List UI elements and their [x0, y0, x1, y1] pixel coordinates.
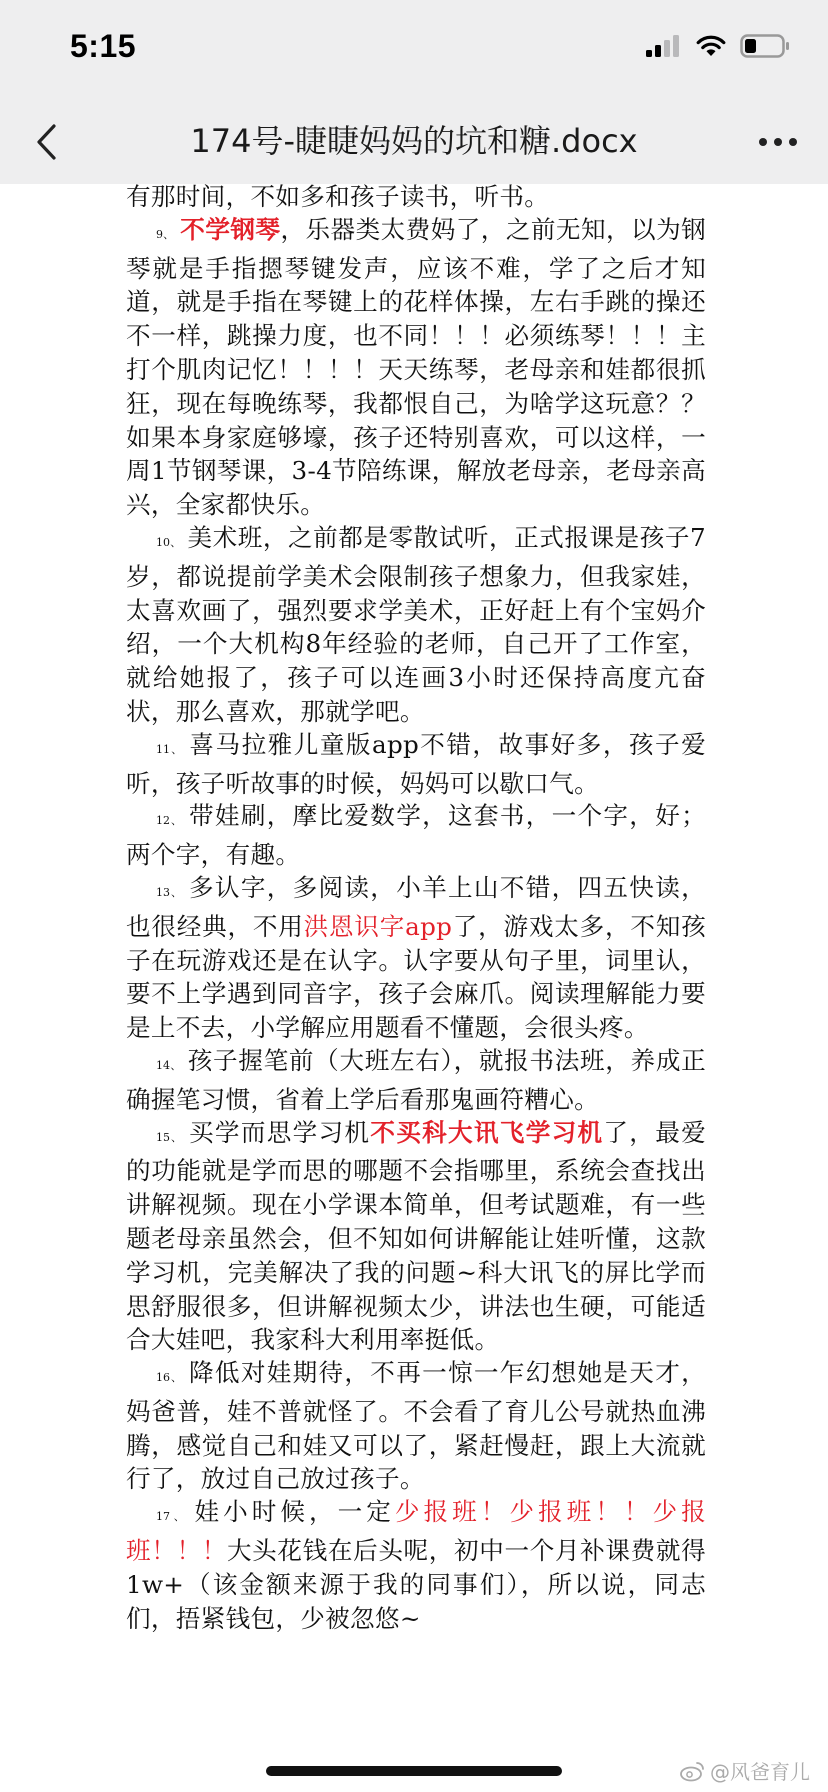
item-number: 13、 — [156, 885, 184, 899]
item-text: 了，最爱的功能就是学而思的哪题不会指哪里，系统会查找出讲解视频。现在小学课本简单，但考试题难，有一些题老母亲虽然会，但不知如何讲解能让娃听懂，这款学习机，完美解决了我的问题~科大讯飞的屏比学而思舒服很多，但讲解视频太少，讲法也生硬，可能适合大娃吧，我家科大利用率挺低。 — [126, 1117, 706, 1355]
item-text: 喜马拉雅儿童版app不错，故事好多，孩子爱听，孩子听故事的时候，妈妈可以歇口气。 — [126, 729, 707, 798]
list-item — [126, 1044, 706, 1117]
item-text: 降低对娃期待，不再一惊一乍幻想她是天才，妈爸普，娃不普就怪了。不会看了育儿公号就热血沸腾，感觉自己和娃又可以了，紧赶慢赶，跟上大流就行了，放过自己放过孩子。 — [126, 1358, 706, 1494]
item-text: 大头花钱在后头呢，初中一个月补课费就得1w+（该金额来源于我的同事们），所以说，同志们，捂紧钱包，少被忽悠~ — [126, 1536, 707, 1633]
weibo-icon — [680, 1760, 706, 1782]
item-number: 10、 — [156, 535, 182, 549]
highlight-text: 不学钢琴 — [180, 214, 281, 244]
item-number: 14、 — [156, 1058, 182, 1072]
list-item — [126, 799, 706, 872]
chevron-left-icon — [34, 122, 58, 162]
list-item — [126, 521, 706, 729]
item-text: 买学而思学习机 — [189, 1117, 371, 1147]
status-bar — [0, 0, 828, 100]
more-icon — [758, 137, 798, 147]
list-item — [126, 1116, 706, 1358]
item-number: 9、 — [156, 227, 175, 241]
document-title: 174号-睫睫妈妈的坑和糖.docx — [190, 122, 638, 160]
more-button[interactable] — [748, 120, 808, 164]
status-icons — [646, 34, 790, 58]
battery-icon — [740, 34, 790, 58]
item-number: 16、 — [156, 1371, 184, 1385]
list-item — [126, 871, 706, 1045]
highlight-text: 不买科大讯飞学习机 — [370, 1117, 604, 1147]
list-item — [126, 1495, 706, 1635]
item-number: 17、 — [156, 1510, 189, 1524]
item-number: 15、 — [156, 1130, 184, 1144]
item-text: 带娃刷，摩比爱数学，这套书，一个字，好；两个字，有趣。 — [126, 801, 706, 870]
item-text: 美术班，之前都是零散试听，正式报课是孩子7岁，都说提前学美术会限制孩子想象力，但我家娃，太喜欢画了，强烈要求学美术，正好赶上有个宝妈介绍，一个大机构8年经验的老师，自己开了工作室，就给她报了，孩子可以连画3小时还保持高度亢奋状，那么喜欢，那就学吧。 — [126, 522, 706, 726]
list-item — [126, 728, 706, 801]
watermark-text: @风爸育儿 — [710, 1760, 810, 1784]
item-number: 11、 — [156, 742, 184, 756]
item-text: 多认字，多阅读，小羊上山不错，四五快读，也很经典，不用 — [126, 872, 706, 941]
list-item — [126, 213, 706, 522]
document-items — [126, 213, 706, 1636]
status-time: 5:15 — [70, 28, 137, 64]
lead-paragraph: 有那时间，不如多和孩子读书，听书。 — [126, 182, 550, 211]
item-text: 孩子握笔前（大班左右），就报书法班，养成正确握笔习惯，省着上学后看那鬼画符糟心。 — [126, 1045, 706, 1114]
watermark — [680, 1756, 810, 1785]
highlight-text: 少报班！少报班！！少报班！！！ — [126, 1497, 706, 1566]
wifi-icon — [696, 35, 726, 57]
item-number: 12、 — [156, 814, 184, 828]
signal-icon — [646, 35, 682, 57]
item-text: 了，游戏太多，不知孩子在玩游戏还是在认字。认字要从句子里，词里认，要不上学遇到同音字，孩子会麻爪。阅读理解能力要是上不去，小学解应用题看不懂题，会很头疼。 — [126, 911, 706, 1043]
nav-bar — [0, 100, 828, 184]
home-indicator[interactable] — [266, 1766, 562, 1776]
back-button[interactable] — [22, 118, 70, 166]
item-text: ，乐器类太费妈了，之前无知，以为钢琴就是手指摁琴键发声，应该不难，学了之后才知道，就是手指在琴键上的花样体操，左右手跳的操还不一样，跳操力度，也不同！！！必须练琴！！！主打个肌肉记忆！！！！天天练琴，老母亲和娃都很抓狂，现在每晚练琴，我都恨自己，为啥学这玩意？？如果本身家庭够壕，孩子还特别喜欢，可以这样，一周1节钢琴课，3-4节陪练课，解放老母亲，老母亲高兴，全家都快乐。 — [126, 214, 707, 520]
list-item — [126, 1356, 706, 1496]
document-body — [126, 180, 706, 1635]
highlight-text: 洪恩识字app — [303, 911, 453, 941]
item-text: 娃小时候，一定 — [194, 1497, 395, 1527]
